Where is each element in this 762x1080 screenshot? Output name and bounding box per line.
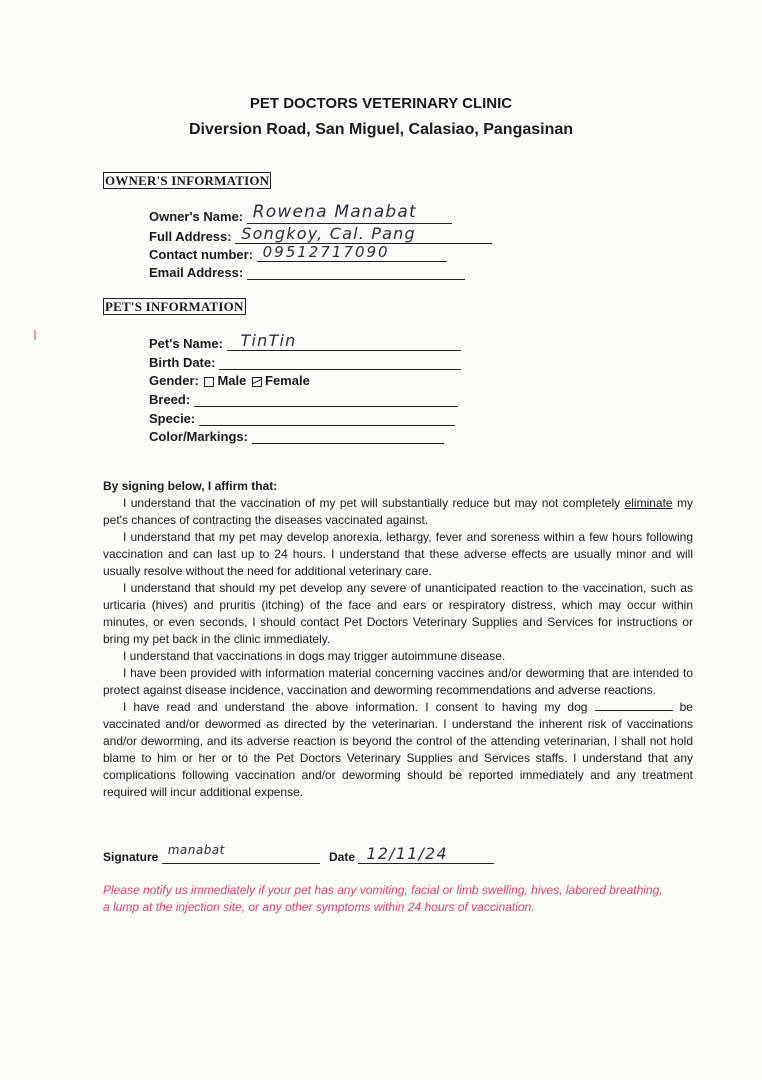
consent-lead: By signing below, I affirm that: <box>103 479 278 493</box>
scan-mark <box>34 330 36 340</box>
consent-paragraph-5: I have been provided with information material concerning vaccines and/or deworming that are intended to protect against disease incidence, vaccination and deworming recommendations and adverse reactions. <box>103 666 693 697</box>
email-label: Email Address: <box>149 265 244 280</box>
clinic-name: PET DOCTORS VETERINARY CLINIC <box>249 95 513 112</box>
breed-field[interactable] <box>149 391 458 407</box>
breed-label: Breed: <box>149 392 191 407</box>
consent-p1-underlined: eliminate <box>624 496 673 510</box>
consent-paragraph-4: I understand that vaccinations in dogs may trigger autoimmune disease. <box>123 649 506 663</box>
owner-section-heading: OWNER'S INFORMATION <box>105 173 270 188</box>
pet-name-label: Pet's Name: <box>149 336 223 351</box>
owner-name-field[interactable] <box>149 202 452 224</box>
signature-field[interactable] <box>103 843 320 864</box>
date-field[interactable] <box>329 844 494 864</box>
birth-date-field[interactable] <box>149 354 461 370</box>
consent-paragraph-6 <box>103 699 693 801</box>
female-option-label: Female <box>265 373 310 388</box>
contact-number-value: 09512717090 <box>262 243 390 261</box>
owner-name-label: Owner's Name: <box>149 209 244 224</box>
post-vaccination-notice: Please notify us immediately if your pet has any vomiting, facial or limb swelling, hives, labored breathing, a lump at the injection site, or any other symptoms within 24 hours of vaccination. <box>103 883 663 914</box>
email-field[interactable] <box>149 264 465 280</box>
full-address-line <box>235 224 492 244</box>
date-value: 12/11/24 <box>366 844 448 863</box>
email-line <box>247 264 465 280</box>
color-markings-label: Color/Markings: <box>149 429 248 444</box>
consent-paragraph-3: I understand that should my pet develop any severe of unanticipated reaction to the vaccination, such as urticaria (hives) and pruritis (itching) of the face and ears or respiratory distress, which may occur within minutes, or even seconds, I should contact Pet Doctors Veterinary Supplies and Services for instructions or bring my pet back in the clinic immediately. <box>103 581 693 646</box>
specie-field[interactable] <box>149 410 455 426</box>
specie-line <box>199 410 455 426</box>
male-option-label: Male <box>217 373 247 388</box>
specie-label: Specie: <box>149 411 196 426</box>
owner-name-line <box>247 202 452 224</box>
signature-line <box>162 843 320 864</box>
consent-p6-text-a: I have read and understand the above information. I consent to having my dog <box>123 700 588 714</box>
male-checkbox[interactable] <box>204 377 214 387</box>
dog-name-blank[interactable] <box>595 700 673 711</box>
pet-section-heading: PET'S INFORMATION <box>105 299 244 314</box>
consent-p1-text-a: I understand that the vaccination of my pet will substantially reduce but may not completely <box>123 496 621 510</box>
consent-p6-text-b: be vaccinated and/or dewormed as directed by the veterinarian. I understand the inherent risk of vaccinations and/or deworming, and its adverse reaction is beyond the control of the attending veterinarian, I shall not hold blame to him or her or to the Pet Doctors Veterinary Supplies and Services staffs. I understand that any complications following vaccination and/or deworming should be reported immediately and any treatment required will incur additional expense. <box>103 700 693 799</box>
consent-paragraph-2: I understand that my pet may develop anorexia, lethargy, fever and soreness within a few hours following vaccination and can last up to 24 hours. I understand that these adverse effects are usually minor and will usually resolve without the need for additional veterinary care. <box>103 530 693 578</box>
contact-number-field[interactable] <box>149 243 447 262</box>
full-address-field[interactable] <box>149 224 492 244</box>
pet-name-field[interactable] <box>149 331 461 351</box>
signature-value: manabat <box>167 843 225 857</box>
birth-date-label: Birth Date: <box>149 355 216 370</box>
signature-label: Signature <box>103 850 159 864</box>
consent-p1-text-b: my pet's chances of contracting the diseases vaccinated against. <box>103 496 693 527</box>
gender-label: Gender: <box>149 373 199 388</box>
gender-field <box>149 373 310 388</box>
date-label: Date <box>329 850 356 864</box>
contact-number-line <box>257 243 447 262</box>
breed-line <box>194 391 458 407</box>
full-address-value: Songkoy, Cal. Pang <box>241 224 416 243</box>
color-markings-field[interactable] <box>149 428 444 444</box>
date-line <box>358 844 494 864</box>
clinic-address: Diversion Road, San Miguel, Calasiao, Pangasinan <box>188 121 574 138</box>
owner-name-value: Rowena Manabat <box>252 202 417 222</box>
consent-paragraph-1 <box>103 495 693 529</box>
pet-name-value: TinTin <box>240 331 297 350</box>
consent-text <box>103 478 693 801</box>
color-markings-line <box>252 428 444 444</box>
full-address-label: Full Address: <box>149 229 232 244</box>
birth-date-line <box>219 354 461 370</box>
pet-name-line <box>227 331 461 351</box>
female-checkbox[interactable] <box>252 377 262 387</box>
contact-number-label: Contact number: <box>149 247 253 262</box>
